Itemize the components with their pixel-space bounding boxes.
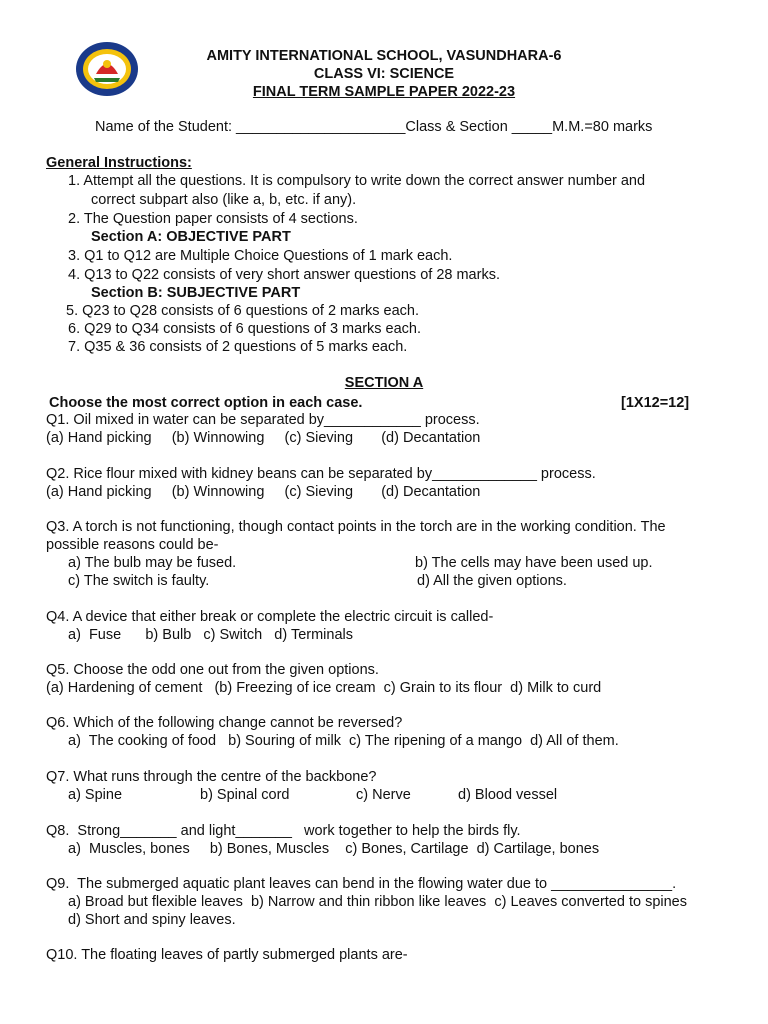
section-a-instruction: Choose the most correct option in each case. <box>49 395 363 411</box>
option-a: a) The bulb may be fused. <box>68 555 237 571</box>
school-name: AMITY INTERNATIONAL SCHOOL, VASUNDHARA-6 <box>206 48 562 64</box>
option-c: c) The switch is faulty. <box>68 573 210 589</box>
question-text-cont: possible reasons could be- <box>46 537 219 553</box>
question-options: a) Broad but flexible leaves b) Narrow and thin ribbon like leaves c) Leaves converted to spines <box>68 894 687 910</box>
question-text: Q7. What runs through the centre of the backbone? <box>46 769 377 785</box>
question-text: Q10. The floating leaves of partly submerged plants are- <box>46 947 408 963</box>
instruction-line: 2. The Question paper consists of 4 sections. <box>68 211 358 227</box>
instruction-line: 1. Attempt all the questions. It is compulsory to write down the correct answer number and <box>68 173 646 189</box>
student-info-line: Name of the Student: _____________________Class & Section _____M.M.=80 marks <box>95 119 653 135</box>
question-text: Q9. The submerged aquatic plant leaves can bend in the flowing water due to _______________. <box>46 876 677 892</box>
question-options: (a) Hand picking (b) Winnowing (c) Sieving (d) Decantation <box>46 430 481 446</box>
question-text: Q5. Choose the odd one out from the given options. <box>46 662 379 678</box>
instruction-line: 6. Q29 to Q34 consists of 6 questions of 3 marks each. <box>68 321 422 337</box>
question-text: Q6. Which of the following change cannot be reversed? <box>46 715 403 731</box>
option-a: a) Spine <box>68 787 123 803</box>
question-options: a) Muscles, bones b) Bones, Muscles c) Bones, Cartilage d) Cartilage, bones <box>68 841 600 857</box>
question-text: Q1. Oil mixed in water can be separated by____________ process. <box>46 412 480 428</box>
instruction-line: 3. Q1 to Q12 are Multiple Choice Questions of 1 mark each. <box>68 248 453 264</box>
question-options: (a) Hardening of cement (b) Freezing of ice cream c) Grain to its flour d) Milk to curd <box>46 680 602 696</box>
instruction-section-heading: Section A: OBJECTIVE PART <box>91 229 291 245</box>
instruction-line: 7. Q35 & 36 consists of 2 questions of 5 marks each. <box>68 339 408 355</box>
question-options: a) Fuse b) Bulb c) Switch d) Terminals <box>68 627 353 643</box>
paper-title: FINAL TERM SAMPLE PAPER 2022-23 <box>252 84 516 100</box>
question-options: a) The cooking of food b) Souring of milk c) The ripening of a mango d) All of them. <box>68 733 619 749</box>
instructions-heading: General Instructions: <box>46 155 192 171</box>
option-b: b) Spinal cord <box>200 787 290 803</box>
option-d: d) All the given options. <box>417 573 567 589</box>
question-options: (a) Hand picking (b) Winnowing (c) Sieving (d) Decantation <box>46 484 481 500</box>
option-c: c) Nerve <box>356 787 411 803</box>
section-a-title: SECTION A <box>344 375 424 391</box>
section-a-marks: [1X12=12] <box>621 395 690 411</box>
instruction-section-heading: Section B: SUBJECTIVE PART <box>91 285 301 301</box>
instruction-line: correct subpart also (like a, b, etc. if any). <box>91 192 357 208</box>
class-title: CLASS VI: SCIENCE <box>313 66 455 82</box>
question-text: Q8. Strong_______ and light_______ work together to help the birds fly. <box>46 823 521 839</box>
option-d: d) Blood vessel <box>458 787 558 803</box>
question-text: Q2. Rice flour mixed with kidney beans can be separated by_____________ process. <box>46 466 596 482</box>
option-b: b) The cells may have been used up. <box>415 555 653 571</box>
instruction-line: 4. Q13 to Q22 consists of very short answer questions of 28 marks. <box>68 267 500 283</box>
instruction-line: 5. Q23 to Q28 consists of 6 questions of 2 marks each. <box>66 303 420 319</box>
question-text: Q3. A torch is not functioning, though contact points in the torch are in the working condition. The <box>46 519 666 535</box>
question-text: Q4. A device that either break or complete the electric circuit is called- <box>46 609 494 625</box>
question-options-cont: d) Short and spiny leaves. <box>68 912 236 928</box>
